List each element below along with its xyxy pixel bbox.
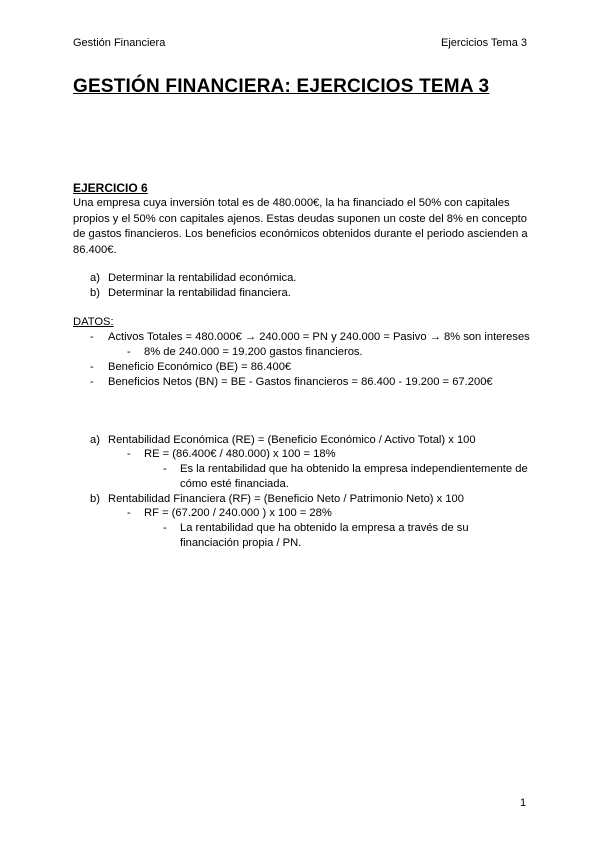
solution-bullet: -	[127, 448, 131, 460]
statement-line: propios y el 50% con capitales ajenos. Estas deudas suponen un coste del 8% en concepto	[73, 212, 528, 225]
data-bullet: -	[90, 331, 94, 343]
header-right: Ejercicios Tema 3	[441, 37, 527, 49]
task-marker-b: b)	[90, 287, 100, 299]
solution-marker-b: b)	[90, 493, 100, 505]
exercise-statement	[73, 196, 533, 258]
data-item-total-assets: Activos Totales = 480.000€ → 240.000 = PN y 240.000 = Pasivo → 8% son intereses	[108, 331, 530, 343]
solution-a-note-2: cómo esté financiada.	[180, 478, 289, 490]
data-heading: DATOS:	[73, 316, 114, 328]
solution-a-formula: Rentabilidad Económica (RE) = (Beneficio Económico / Activo Total) x 100	[108, 434, 476, 446]
task-a-text: Determinar la rentabilidad económica.	[108, 272, 297, 284]
statement-line: de gastos financieros. Los beneficios económicos obtenidos durante el periodo ascienden a	[73, 228, 528, 240]
solution-b-calc: RF = (67.200 / 240.000 ) x 100 = 28%	[144, 507, 332, 519]
task-b-text: Determinar la rentabilidad financiera.	[108, 287, 291, 299]
solution-b-note-2: financiación propia / PN.	[180, 537, 302, 549]
statement-line: Una empresa cuya inversión total es de 480.000€, la ha financiado el 50% con capitales	[73, 197, 510, 209]
page-title: GESTIÓN FINANCIERA: EJERCICIOS TEMA 3	[73, 76, 490, 97]
solution-bullet: -	[163, 522, 167, 534]
statement-line: 86.400€.	[73, 243, 117, 256]
data-item-net-profit: Beneficios Netos (BN) = BE - Gastos financieros = 86.400 - 19.200 = 67.200€	[108, 376, 493, 388]
solution-bullet: -	[127, 507, 131, 519]
solution-b-formula: Rentabilidad Financiera (RF) = (Beneficio Neto / Patrimonio Neto) x 100	[108, 493, 464, 505]
solution-bullet: -	[163, 463, 167, 475]
exercise-heading: EJERCICIO 6	[73, 181, 148, 195]
data-bullet: -	[90, 376, 94, 388]
data-bullet: -	[90, 361, 94, 373]
solution-a-calc: RE = (86.400€ / 480.000) x 100 = 18%	[144, 448, 336, 460]
solution-b-note-1: La rentabilidad que ha obtenido la empresa a través de su	[180, 522, 469, 534]
data-sub-bullet: -	[127, 346, 131, 358]
task-marker-a: a)	[90, 272, 100, 284]
data-item-interest: 8% de 240.000 = 19.200 gastos financieros.	[144, 346, 363, 358]
solution-a-note-1: Es la rentabilidad que ha obtenido la empresa independientemente de	[180, 463, 528, 475]
solution-marker-a: a)	[90, 434, 100, 446]
data-item-economic-profit: Beneficio Económico (BE) = 86.400€	[108, 361, 292, 373]
header-left: Gestión Financiera	[73, 37, 166, 49]
page-number: 1	[520, 797, 527, 809]
